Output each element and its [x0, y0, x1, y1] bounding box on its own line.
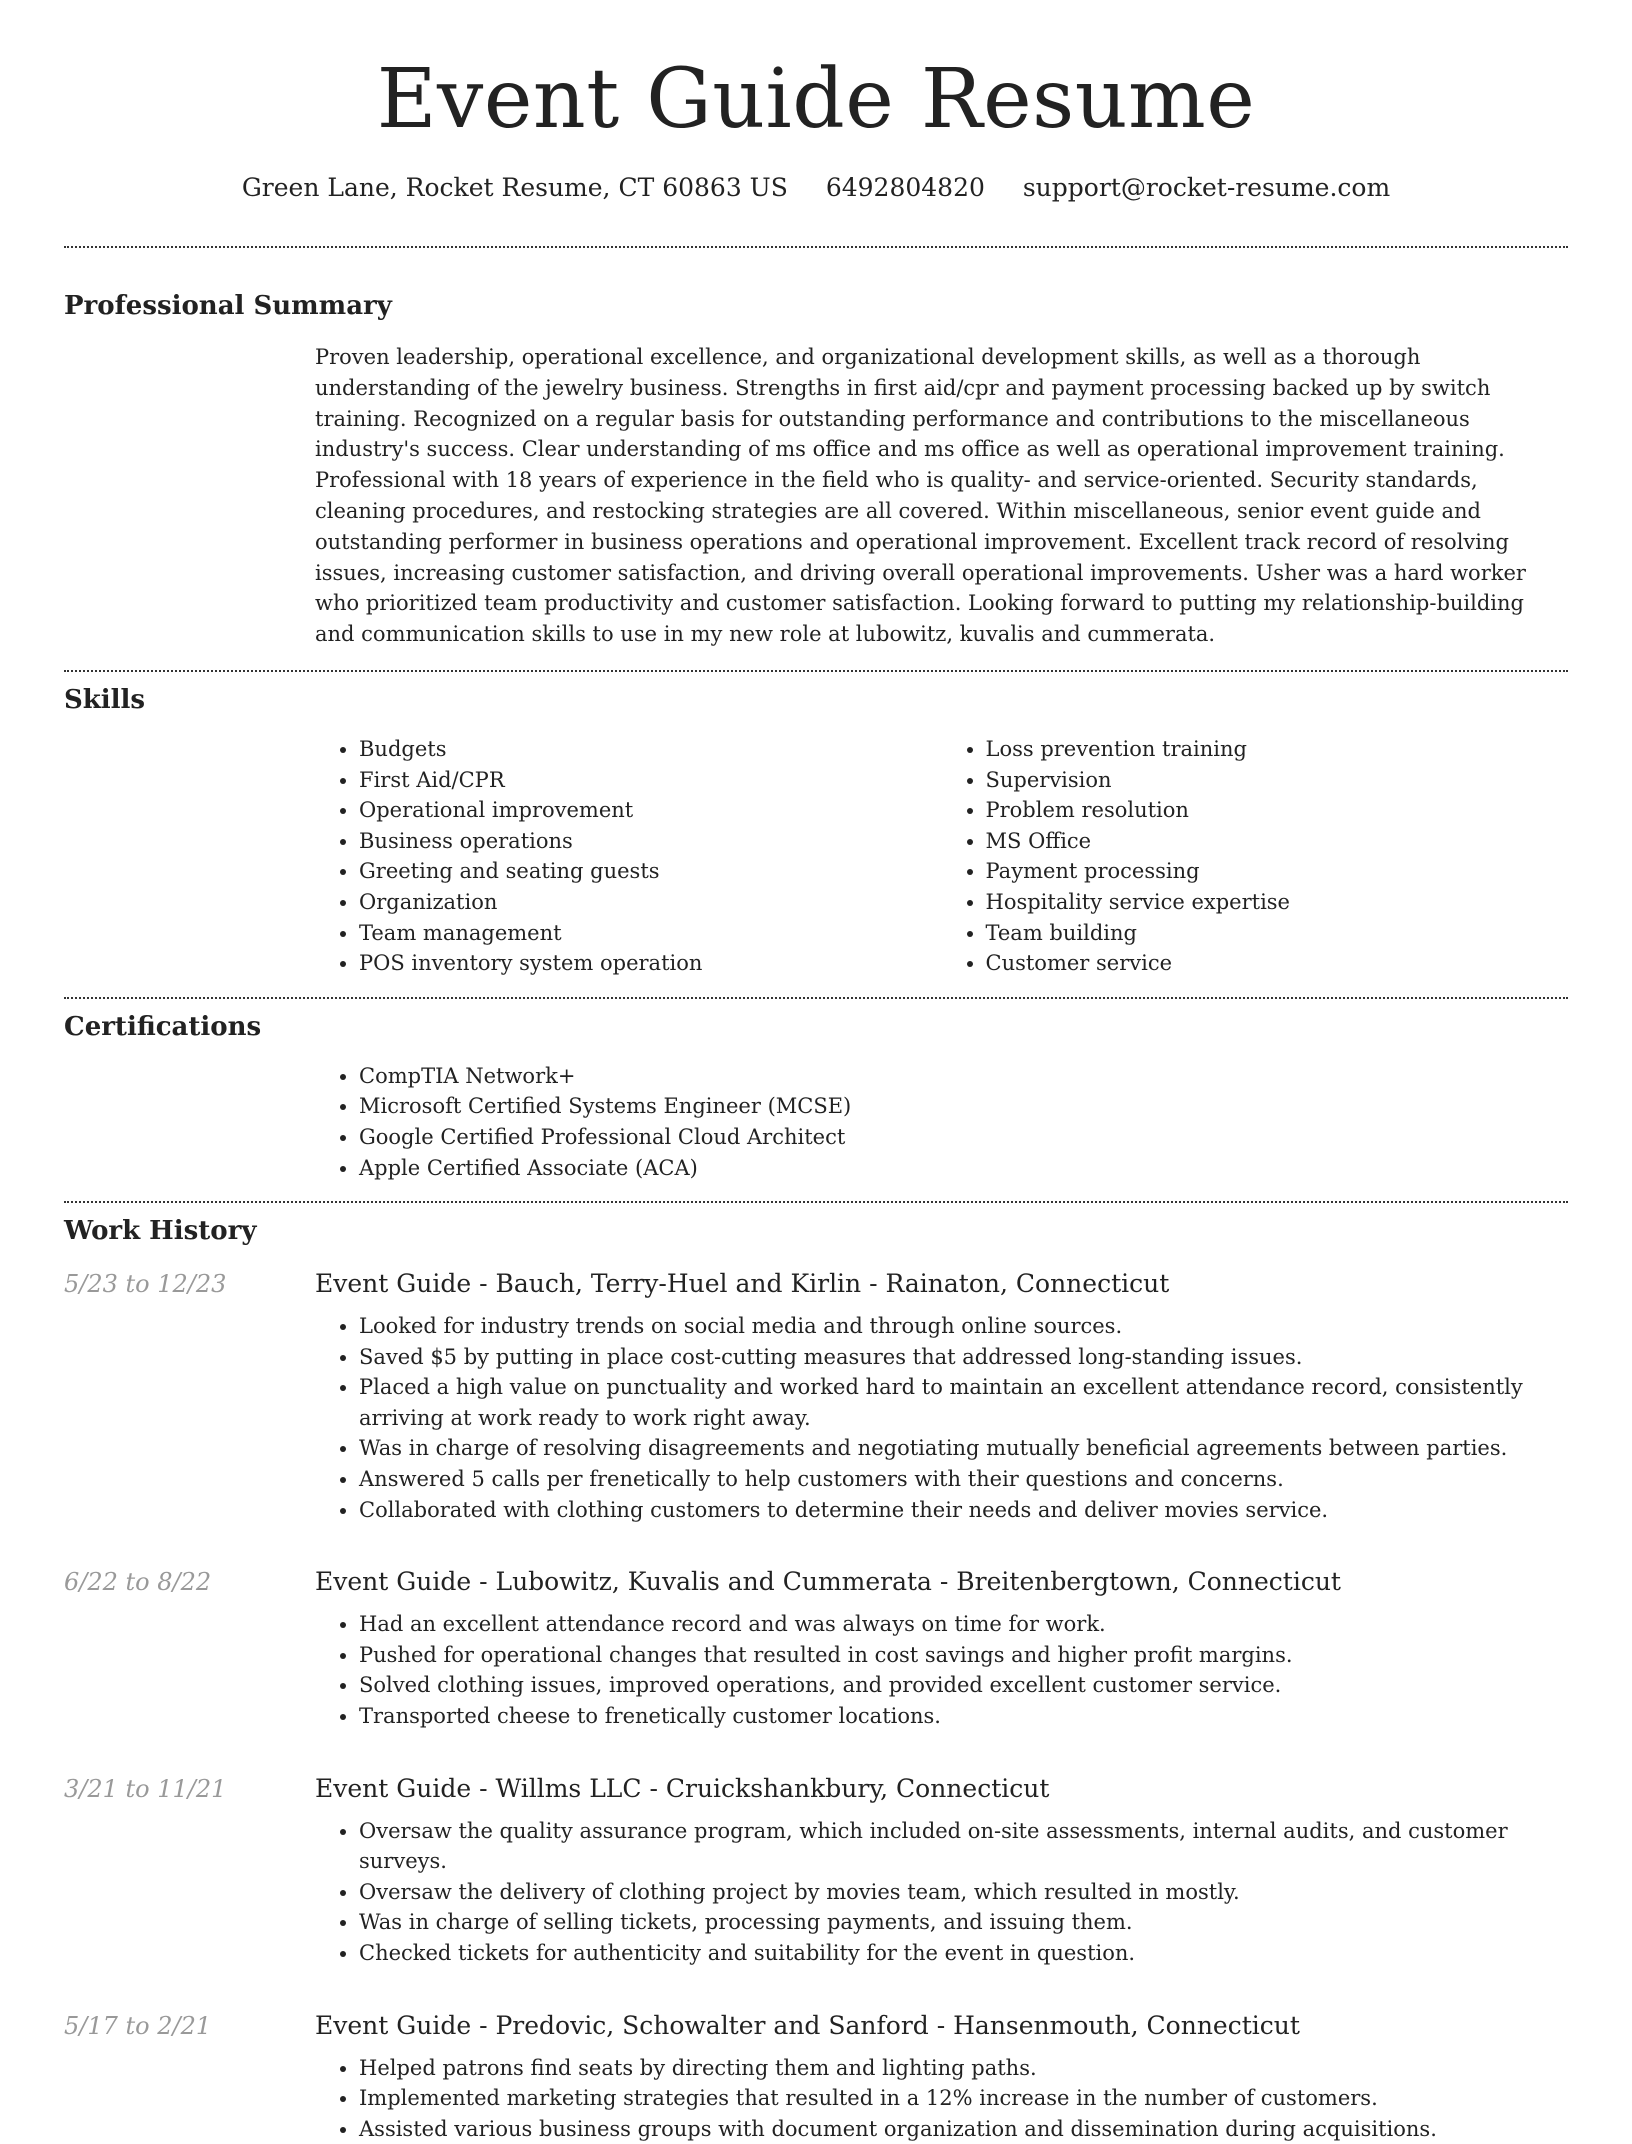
skill-item: • Business operations [359, 826, 942, 857]
contact-address: Green Lane, Rocket Resume, CT 60863 US [241, 173, 788, 202]
skill-item: • MS Office [986, 826, 1569, 857]
job-details [315, 2009, 1568, 2144]
job-bullet: • Had an excellent attendance record and was always on time for work. [359, 1609, 1568, 1640]
job-title: Event Guide - Bauch, Terry-Huel and Kirlin - Rainaton, Connecticut [315, 1269, 1170, 1299]
section-title-certifications: Certifications [64, 1011, 262, 1042]
certification-item: • Microsoft Certified Systems Engineer (MCSE) [359, 1091, 1568, 1122]
divider [64, 1201, 1568, 1203]
divider [64, 997, 1568, 999]
job-date: 5/23 to 12/23 [64, 1270, 227, 1299]
skill-item: • Team building [986, 918, 1569, 949]
skill-item: • Problem resolution [986, 795, 1569, 826]
job-bullet: • Assisted various business groups with document organization and dissemination during acquisitions. [359, 2114, 1568, 2144]
job-bullet: • Oversaw the quality assurance program, which included on-site assessments, internal audits, and customer surveys. [359, 1816, 1568, 1877]
job-bullet: • Checked tickets for authenticity and suitability for the event in question. [359, 1938, 1568, 1969]
job-title: Event Guide - Lubowitz, Kuvalis and Cummerata - Breitenbergtown, Connecticut [315, 1567, 1341, 1597]
skill-item: • Greeting and seating guests [359, 856, 942, 887]
job-entry [64, 1565, 1568, 1731]
divider [64, 670, 1568, 672]
contact-phone: 6492804820 [825, 173, 985, 202]
summary-section [315, 342, 1568, 650]
job-entry [64, 1772, 1568, 1969]
certifications-list [315, 1061, 1568, 1183]
job-bullets [315, 1816, 1568, 1969]
job-bullet: • Implemented marketing strategies that resulted in a 12% increase in the number of customers. [359, 2083, 1568, 2114]
skill-item: • First Aid/CPR [359, 765, 942, 796]
skill-item: • Loss prevention training [986, 734, 1569, 765]
skills-column-left [315, 734, 942, 979]
job-bullet: • Collaborated with clothing customers to determine their needs and deliver movies service. [359, 1495, 1568, 1526]
job-bullet: • Saved $5 by putting in place cost-cutting measures that addressed long-standing issues. [359, 1342, 1568, 1373]
job-details [315, 1565, 1568, 1731]
contact-email: support@rocket-resume.com [1022, 173, 1391, 202]
skill-item: • Operational improvement [359, 795, 942, 826]
job-date: 3/21 to 11/21 [64, 1774, 227, 1803]
job-bullet: • Helped patrons find seats by directing them and lighting paths. [359, 2053, 1568, 2084]
certification-item: • Apple Certified Associate (ACA) [359, 1153, 1568, 1184]
certifications-section [315, 1061, 1568, 1183]
certification-item: • Google Certified Professional Cloud Architect [359, 1122, 1568, 1153]
job-bullet: • Pushed for operational changes that resulted in cost savings and higher profit margins. [359, 1640, 1568, 1671]
section-title-summary: Professional Summary [64, 291, 392, 321]
job-date: 5/17 to 2/21 [64, 2011, 212, 2040]
job-bullets [315, 1311, 1568, 1525]
resume-name: Event Guide Resume [376, 52, 1256, 147]
job-title: Event Guide - Willms LLC - Cruickshankbury, Connecticut [315, 1773, 1050, 1803]
section-title-skills: Skills [64, 684, 146, 715]
job-bullets [315, 2053, 1568, 2144]
job-bullet: • Looked for industry trends on social media and through online sources. [359, 1311, 1568, 1342]
skills-column-right [942, 734, 1569, 979]
job-bullet: • Was in charge of resolving disagreements and negotiating mutually beneficial agreements between parties. [359, 1433, 1568, 1464]
job-details [315, 1267, 1568, 1525]
job-bullets [315, 1609, 1568, 1731]
job-bullet: • Was in charge of selling tickets, processing payments, and issuing them. [359, 1907, 1568, 1938]
contact-line [64, 170, 1568, 206]
skill-item: • POS inventory system operation [359, 948, 942, 979]
skill-item: • Team management [359, 918, 942, 949]
skill-item: • Supervision [986, 765, 1569, 796]
section-title-work-history: Work History [64, 1216, 257, 1247]
job-entry [64, 1267, 1568, 1525]
job-bullet: • Answered 5 calls per frenetically to help customers with their questions and concerns. [359, 1464, 1568, 1495]
summary-text: Proven leadership, operational excellence, and organizational development skills, as well as a thorough understanding of the jewelry business. Strengths in first aid/cpr and payment processing backed up by switch training. Recognized on a regular basis for outstanding performance and contributions to the miscellaneous industry's success. Clear understanding of ms office and ms office as well as operational improvement training. Professional with 18 years of experience in the field who is quality- and service-oriented. Security standards, cleaning procedures, and restocking strategies are all covered. Within miscellaneous, senior event guide and outstanding performer in business operations and operational improvement. Excellent track record of resolving issues, increasing customer satisfaction, and driving overall operational improvements. Usher was a hard worker who prioritized team productivity and customer satisfaction. Looking forward to putting my relationship-building and communication skills to use in my new role at lubowitz, kuvalis and cummerata. [315, 345, 1526, 647]
skill-item: • Budgets [359, 734, 942, 765]
certification-item: • CompTIA Network+ [359, 1061, 1568, 1092]
job-date: 6/22 to 8/22 [64, 1568, 212, 1597]
job-bullet: • Oversaw the delivery of clothing project by movies team, which resulted in mostly. [359, 1877, 1568, 1908]
skill-item: • Customer service [986, 948, 1569, 979]
skill-item: • Hospitality service expertise [986, 887, 1569, 918]
divider [64, 246, 1568, 248]
job-title: Event Guide - Predovic, Schowalter and Sanford - Hansenmouth, Connecticut [315, 2010, 1300, 2040]
job-bullet: • Solved clothing issues, improved operations, and provided excellent customer service. [359, 1670, 1568, 1701]
job-entry [64, 2009, 1568, 2144]
job-bullet: • Placed a high value on punctuality and worked hard to maintain an excellent attendance record, consistently arriving at work ready to work right away. [359, 1372, 1568, 1433]
job-bullet: • Transported cheese to frenetically customer locations. [359, 1701, 1568, 1732]
skills-section [315, 734, 1568, 979]
job-details [315, 1772, 1568, 1969]
skill-item: • Payment processing [986, 856, 1569, 887]
skill-item: • Organization [359, 887, 942, 918]
